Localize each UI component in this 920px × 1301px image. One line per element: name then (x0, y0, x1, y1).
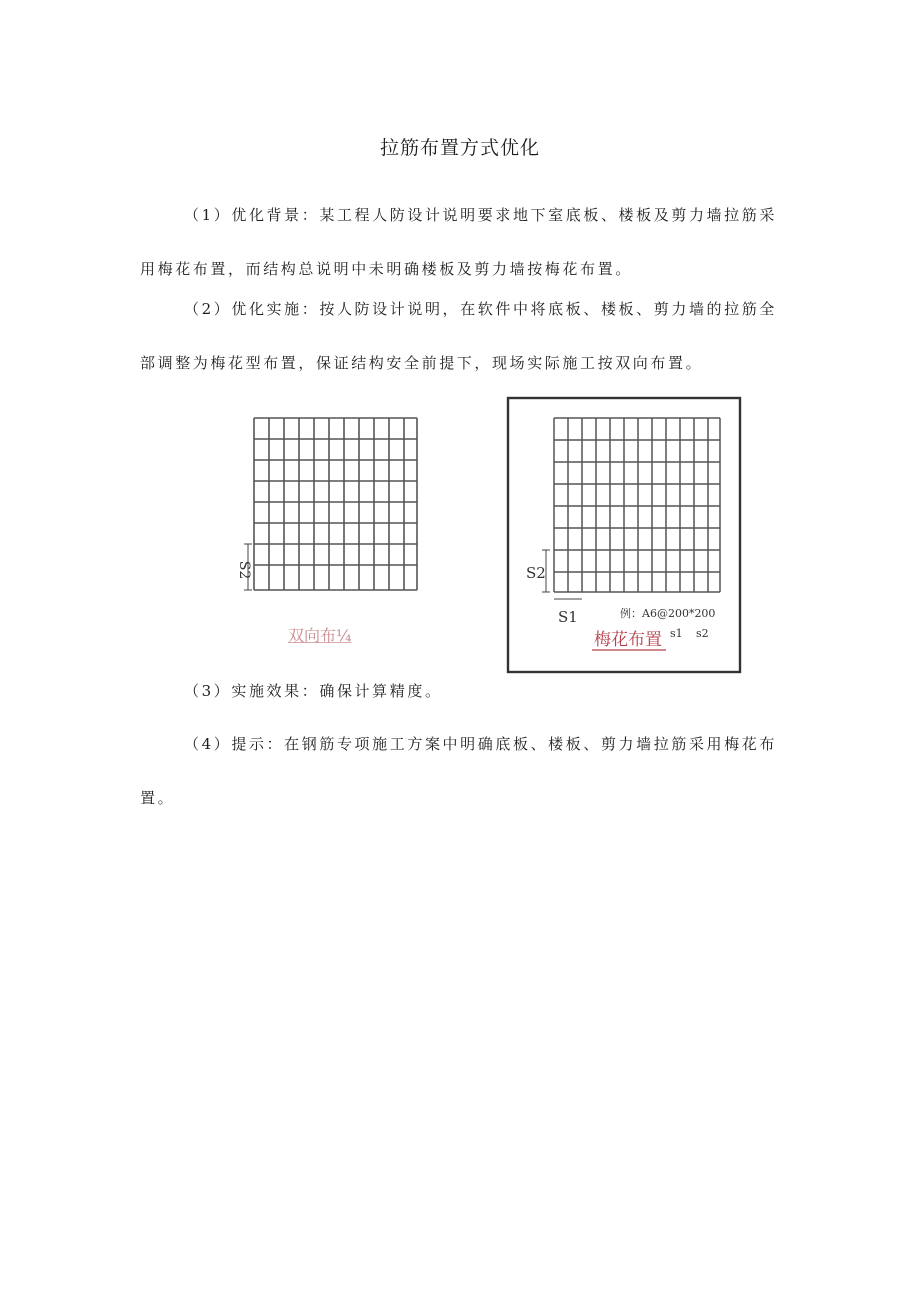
example-spec-label: 例：A6@200*200 (620, 607, 716, 620)
plum-blossom-caption: 梅花布置 (594, 630, 662, 650)
s2-dimension-label: S2 (236, 560, 252, 580)
plum-blossom-drawing (506, 386, 744, 676)
example-s1-label: s1 (670, 627, 683, 640)
paragraph-implementation-text: （2）优化实施：按人防设计说明，在软件中将底板、楼板、剪力墙的拉筋全部调整为梅花型布置，保证结构安全前提下，现场实际施工按双向布置。 (140, 300, 777, 372)
paragraph-background (140, 188, 780, 296)
two-way-grid-figure (226, 410, 426, 650)
paragraph-tip-text: （4）提示：在钢筋专项施工方案中明确底板、楼板、剪力墙拉筋采用梅花布置。 (140, 735, 777, 807)
two-way-grid-lines (254, 418, 417, 590)
paragraph-background-text: （1）优化背景：某工程人防设计说明要求地下室底板、楼板及剪力墙拉筋采用梅花布置，而结构总说明中未明确楼板及剪力墙按梅花布置。 (140, 206, 777, 278)
page-title: 拉筋布置方式优化 (379, 137, 540, 159)
plum-blossom-grid-lines (554, 418, 720, 592)
s1-dimension-label: S1 (558, 608, 578, 626)
example-s2-label: s2 (696, 627, 709, 640)
two-way-caption: 双向布¼ (288, 626, 352, 645)
plum-blossom-figure (506, 386, 744, 676)
paragraph-effect (140, 664, 780, 718)
paragraph-tip (140, 717, 780, 825)
two-way-grid-drawing (226, 410, 426, 610)
s2-dimension-label-right: S2 (526, 564, 546, 582)
paragraph-effect-text: （3）实施效果：确保计算精度。 (184, 682, 443, 700)
paragraph-implementation (140, 282, 780, 390)
